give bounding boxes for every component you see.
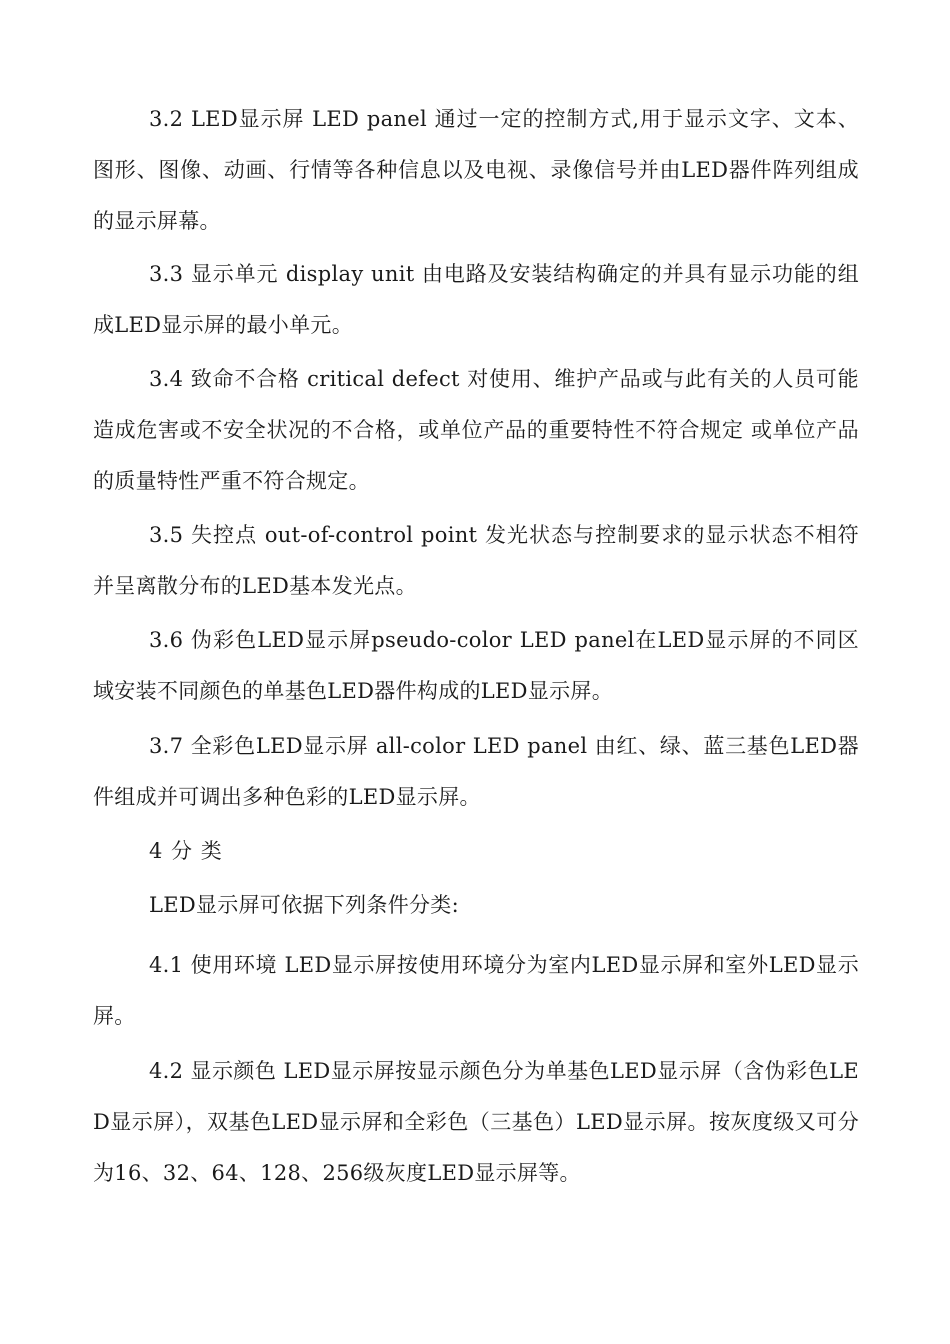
section-4-intro-paragraph: LED显示屏可依据下列条件分类: <box>149 893 459 917</box>
clause-3-6-paragraph: 3.6 伪彩色LED显示屏pseudo-color LED panel在LED显示屏的不同区域安装不同颜色的单基色LED器件构成的LED显示屏。 <box>93 628 859 703</box>
clause-3-7-paragraph: 3.7 全彩色LED显示屏 all-color LED panel 由红、绿、蓝三基色LED器件组成并可调出多种色彩的LED显示屏。 <box>93 734 859 809</box>
clause-3-2-paragraph: 3.2 LED显示屏 LED panel 通过一定的控制方式,用于显示文字、文本、图形、图像、动画、行情等各种信息以及电视、录像信号并由LED器件阵列组成的显示屏幕。 <box>93 107 859 233</box>
clause-3-4-paragraph: 3.4 致命不合格 critical defect 对使用、维护产品或与此有关的人员可能造成危害或不安全状况的不合格，或单位产品的重要特性不符合规定 或单位产品的质量特性严重不符合规定。 <box>93 367 859 493</box>
section-4-heading: 4 分 类 <box>149 839 223 863</box>
clause-3-5-paragraph: 3.5 失控点 out-of-control point 发光状态与控制要求的显示状态不相符并呈离散分布的LED基本发光点。 <box>93 523 859 598</box>
clause-4-1-paragraph: 4.1 使用环境 LED显示屏按使用环境分为室内LED显示屏和室外LED显示屏。 <box>93 953 859 1028</box>
clause-4-2-paragraph: 4.2 显示颜色 LED显示屏按显示颜色分为单基色LED显示屏（含伪彩色LED显示屏），双基色LED显示屏和全彩色（三基色）LED显示屏。按灰度级又可分为16、32、64、128、256级灰度LED显示屏等。 <box>93 1059 859 1185</box>
clause-3-3-paragraph: 3.3 显示单元 display unit 由电路及安装结构确定的并具有显示功能的组成LED显示屏的最小单元。 <box>93 262 859 337</box>
